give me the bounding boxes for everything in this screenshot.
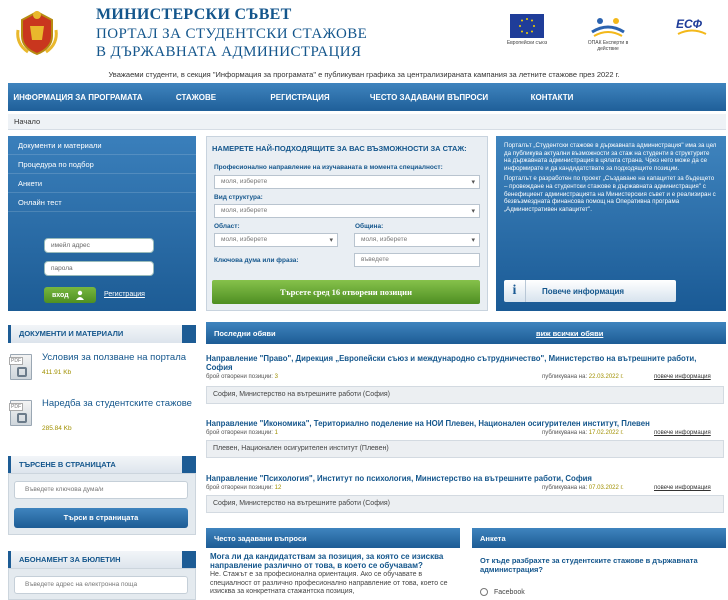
region-label: Област: [214,223,240,230]
structure-select[interactable]: моля, изберете ▾ [214,204,480,218]
site-title: МИНИСТЕРСКИ СЪВЕТ [96,6,292,23]
ad-location: София, Министерство на вътрешните работи (София) [206,495,724,513]
sidebar-item-surveys[interactable]: Анкети [8,174,196,193]
ad-meta [206,374,720,380]
published-info [542,430,624,436]
sidebar-item-online-test[interactable]: Онлайн тест [8,193,196,212]
document-item[interactable] [8,352,196,394]
breadcrumb-home[interactable]: Начало [14,117,41,126]
nav-item-faq[interactable]: ЧЕСТО ЗАДАВАНИ ВЪПРОСИ [369,92,489,102]
positions-count: 3 [274,374,278,380]
poll-option[interactable] [480,588,525,596]
user-icon [75,290,85,300]
nav-item-internships[interactable]: СТАЖОВЕ [175,92,217,102]
published-info [542,374,624,380]
keyword-input[interactable]: въведете [354,253,480,267]
pdf-file-icon [10,354,32,380]
esf-logo [668,14,716,42]
newsletter-email-input[interactable]: Въведете адрес на електронна поща [14,576,188,594]
poll-heading: Анкета [472,528,726,548]
heading-tab [182,551,196,569]
published-label: публикувана на: [542,485,588,491]
site-subtitle [96,25,367,61]
acrobat-glyph-icon [17,367,27,377]
positions-count: 12 [274,485,282,491]
ad-meta [206,485,720,491]
register-link[interactable]: Регистрация [104,291,145,298]
eu-logo-caption: Европейски съюз [506,40,548,46]
subtitle-line-1: ПОРТАЛ ЗА СТУДЕНТСКИ СТАЖОВЕ [96,26,368,42]
search-button[interactable]: Търсете сред 16 отворени позиции [212,280,480,304]
municipality-label: Община: [355,223,384,230]
more-info-button[interactable] [504,280,676,302]
published-label: публикувана на: [542,374,588,380]
published-date: 17.02.2022 г. [588,430,624,436]
faq-question[interactable]: Мога ли да кандидатствам за позиция, за която се изисква направление различно от това, в което се обучавам? [210,552,444,570]
sidebar-menu [8,136,196,311]
pdf-file-icon [10,400,32,426]
opak-logo [580,14,636,52]
site-search-input[interactable]: Въведете ключова дума/и [14,481,188,499]
nav-item-registration[interactable]: РЕГИСТРАЦИЯ [270,92,330,102]
info-icon: i [504,280,526,302]
documents-heading-text: ДОКУМЕНТИ И МАТЕРИАЛИ [19,329,124,338]
heading-tab [182,456,196,474]
more-info-link[interactable]: повече информация [654,430,711,436]
ad-location: Плевен, Национален осигурителен институт (Плевен) [206,440,724,458]
more-info-link[interactable]: повече информация [654,374,711,380]
all-ads-link[interactable]: виж всички обяви [536,329,604,338]
faq-heading: Често задавани въпроси [206,528,460,548]
ad-title[interactable]: Направление "Икономика", Териториално поделение на НОИ Плевен, Национален осигурителен институт, Плевен [206,419,650,428]
positions-label: брой отворени позиции: [206,430,273,436]
sidebar-item-documents[interactable]: Документи и материали [8,136,196,155]
page-header [0,0,728,82]
campaign-notice: Уважаеми студенти, в секция "Информация за програмата" е публикуван графика за централизираната кампания за летните стажове през 2022 г. [108,70,620,79]
more-info-label: Повече информация [542,286,625,296]
file-type-badge: PDF [11,404,21,410]
site-search-heading [8,456,196,474]
positions-label: брой отворени позиции: [206,485,273,491]
password-field[interactable]: парола [44,261,154,276]
ad-meta [206,430,720,436]
main-nav [8,83,726,111]
coat-of-arms-icon [12,8,62,58]
newsletter-heading-text: АБОНАМЕНТ ЗА БЮЛЕТИН [19,555,121,564]
email-field[interactable]: имейл адрес [44,238,154,253]
structure-label: Вид структура: [214,194,263,201]
breadcrumb [8,114,726,130]
document-title[interactable]: Условия за ползване на портала [42,352,187,363]
eu-logo [503,14,551,46]
region-select[interactable]: моля, изберете ▾ [214,233,338,247]
ad-title[interactable]: Направление "Право", Дирекция „Европейски съюз и международно сътрудничество", Министерство на вътрешните работи, София [206,354,697,372]
subtitle-line-2: В ДЪРЖАВНАТА АДМИНИСТРАЦИЯ [96,44,362,60]
positions-label: брой отворени позиции: [206,374,273,380]
document-item[interactable] [8,398,196,440]
esf-emblem-icon [672,14,712,40]
published-date: 07.03.2022 г. [588,485,624,491]
field-label: Професионално направление на изучаваната в момента специалност: [214,164,443,171]
documents-heading [8,325,196,343]
ad-title[interactable]: Направление "Психология", Институт по психология, Министерство на вътрешните работи, София [206,474,592,483]
positions-count: 1 [274,430,278,436]
sidebar-item-procedure[interactable]: Процедура по подбор [8,155,196,174]
poll-option-label: Facebook [494,588,525,596]
poll-question: От къде разбрахте за студентските стажове в държавната администрация? [480,556,698,574]
latest-ads-header [206,322,726,344]
login-label: вход [52,291,69,299]
info-paragraph-2: Порталът е разработен по проект „Създаване на капацитет за бъдещето – провеждане на студентски стажове в държавната администрация" с бенефициент администрацията на Министерския съвет и е реализиран с безвъзмездната финансова помощ на Оперативна програма „Административен капацитет". [504,175,716,213]
faq-answer: Не. Стажът е за професионална ориентация. Ако се обучавате в специалност от различно професионално направление от това, което се изисква за конкретната стажантска позиция, [210,571,448,595]
svg-text:ЕСФ: ЕСФ [676,17,703,31]
nav-item-program-info[interactable]: ИНФОРМАЦИЯ ЗА ПРОГРАМАТА [13,92,143,102]
published-info [542,485,624,491]
search-title: НАМЕРЕТЕ НАЙ-ПОДХОДЯЩИТЕ ЗА ВАС ВЪЗМОЖНОСТИ ЗА СТАЖ: [212,144,467,153]
login-button[interactable] [44,287,96,303]
keyword-label: Ключова дума или фраза: [214,257,299,264]
opak-emblem-icon [588,14,628,38]
opak-logo-caption: ОПАК Експерти в действие [587,40,629,52]
published-date: 22.03.2022 г. [588,374,624,380]
ad-location: София, Министерство на вътрешните работи (София) [206,386,724,404]
site-search-button[interactable]: Търси в страницата [14,508,188,528]
newsletter-heading [8,551,196,569]
nav-item-contacts[interactable]: КОНТАКТИ [530,92,574,102]
eu-flag-icon [510,14,544,38]
published-label: публикувана на: [542,430,588,436]
document-size: 411.91 Kb [42,369,72,376]
acrobat-glyph-icon [17,413,27,423]
municipality-select[interactable]: моля, изберете ▾ [354,233,480,247]
more-info-link[interactable]: повече информация [654,485,711,491]
info-paragraph-1: Порталът „Студентски стажове в държавната администрация" има за цел да публикува актуални възможности за стаж на студенти в структурите на държавната администрация в цялата страна. Чрез него може да се информирате и да кандидатствате за подходящите позиции. [504,142,717,172]
site-search-heading-text: ТЪРСЕНЕ В СТРАНИЦАТА [19,460,116,469]
file-type-badge: PDF [11,358,21,364]
poll-radio[interactable] [480,588,488,596]
document-title[interactable]: Наредба за студентските стажове [42,398,192,409]
heading-tab [182,325,196,343]
document-size: 285.84 Kb [42,425,72,432]
field-select[interactable]: моля, изберете ▾ [214,175,480,189]
latest-ads-title: Последни обяви [214,329,276,338]
